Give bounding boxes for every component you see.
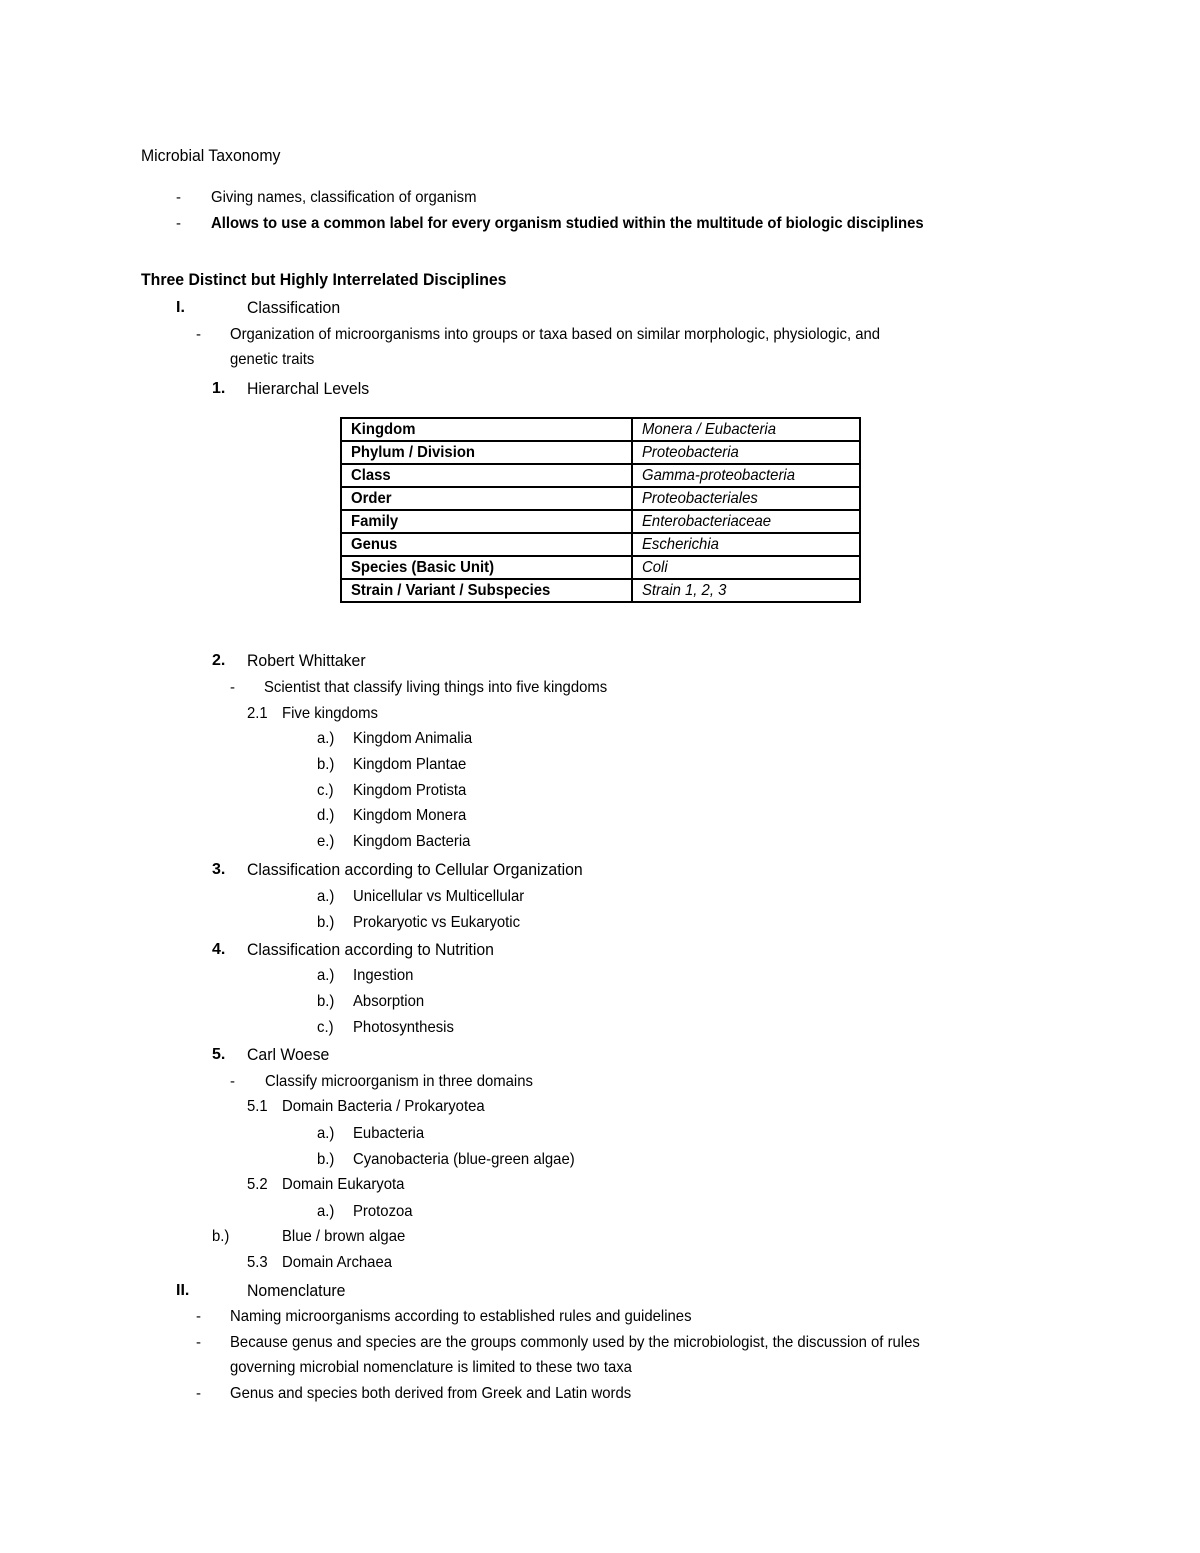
example-cell: Escherichia: [632, 533, 860, 556]
list-marker: b.): [212, 1228, 230, 1245]
table-row: [341, 510, 860, 533]
domain-archaea-title: Domain Archaea: [282, 1254, 393, 1271]
kingdom-item: Kingdom Monera: [353, 807, 467, 824]
bullet-dash: -: [230, 679, 235, 696]
rank-cell: Kingdom: [341, 418, 632, 441]
rank-cell: Genus: [341, 533, 632, 556]
nutrition-item: Absorption: [353, 993, 425, 1010]
list-marker: a.): [317, 730, 335, 747]
hierarchal-title: Hierarchal Levels: [247, 379, 370, 398]
nomenclature-title: Nomenclature: [247, 1281, 346, 1300]
bullet-dash: -: [196, 1385, 201, 1402]
example-cell: Coli: [632, 556, 860, 579]
classification-bullet-line2: genetic traits: [230, 351, 315, 368]
example-cell: Gamma-proteobacteria: [632, 464, 860, 487]
classification-bullet-line1: Organization of microorganisms into groups or taxa based on similar morphologic, physiologic, and: [230, 326, 881, 343]
bullet-dash: -: [230, 1073, 235, 1090]
nutrition-item: Ingestion: [353, 967, 414, 984]
list-marker: e.): [317, 833, 335, 850]
list-marker: a.): [317, 1125, 335, 1142]
list-marker: a.): [317, 1203, 335, 1220]
list-number: 1.: [212, 380, 226, 397]
section-heading: Three Distinct but Highly Interrelated Disciplines: [141, 270, 507, 289]
domain-bacteria-title: Domain Bacteria / Prokaryotea: [282, 1098, 485, 1115]
list-marker: c.): [317, 1019, 334, 1036]
list-number: 3.: [212, 861, 226, 878]
sub-number: 5.1: [247, 1098, 268, 1115]
cellular-title: Classification according to Cellular Organization: [247, 860, 583, 879]
document-title: Microbial Taxonomy: [141, 146, 281, 165]
example-cell: Proteobacteriales: [632, 487, 860, 510]
nutrition-title: Classification according to Nutrition: [247, 940, 494, 959]
rank-cell: Order: [341, 487, 632, 510]
example-cell: Enterobacteriaceae: [632, 510, 860, 533]
list-number: 4.: [212, 941, 226, 958]
sub-number: 5.2: [247, 1176, 268, 1193]
example-cell: Strain 1, 2, 3: [632, 579, 860, 602]
nomenclature-bullet-1: Naming microorganisms according to established rules and guidelines: [230, 1308, 692, 1325]
hierarchy-table: [340, 417, 861, 603]
rank-cell: Family: [341, 510, 632, 533]
roman-numeral: II.: [176, 1282, 190, 1299]
bullet-dash: -: [196, 1334, 201, 1351]
table-row: [341, 533, 860, 556]
list-marker: c.): [317, 782, 334, 799]
rank-cell: Phylum / Division: [341, 441, 632, 464]
domain-item: Cyanobacteria (blue-green algae): [353, 1151, 575, 1168]
five-kingdoms-title: Five kingdoms: [282, 705, 378, 722]
sub-number: 5.3: [247, 1254, 268, 1271]
example-cell: Proteobacteria: [632, 441, 860, 464]
rank-cell: Species (Basic Unit): [341, 556, 632, 579]
woese-bullet: Classify microorganism in three domains: [265, 1073, 533, 1090]
domain-item: Blue / brown algae: [282, 1228, 406, 1245]
list-marker: a.): [317, 888, 335, 905]
list-marker: b.): [317, 756, 335, 773]
kingdom-item: Kingdom Plantae: [353, 756, 467, 773]
list-number: 2.: [212, 652, 226, 669]
list-marker: b.): [317, 993, 335, 1010]
cellular-item: Prokaryotic vs Eukaryotic: [353, 914, 521, 931]
bullet-dash: -: [176, 215, 181, 232]
kingdom-item: Kingdom Protista: [353, 782, 467, 799]
bullet-dash: -: [196, 326, 201, 343]
list-marker: d.): [317, 807, 335, 824]
list-marker: b.): [317, 1151, 335, 1168]
table-row: [341, 464, 860, 487]
list-marker: a.): [317, 967, 335, 984]
nomenclature-bullet-3: Genus and species both derived from Greek and Latin words: [230, 1385, 632, 1402]
kingdom-item: Kingdom Animalia: [353, 730, 473, 747]
table-row: [341, 487, 860, 510]
intro-bullet-2: Allows to use a common label for every organism studied within the multitude of biologic disciplines: [211, 215, 924, 232]
whittaker-title: Robert Whittaker: [247, 651, 366, 670]
cellular-item: Unicellular vs Multicellular: [353, 888, 525, 905]
rank-cell: Class: [341, 464, 632, 487]
roman-numeral: I.: [176, 299, 185, 316]
domain-item: Protozoa: [353, 1203, 413, 1220]
table-row: [341, 556, 860, 579]
intro-bullet-1: Giving names, classification of organism: [211, 189, 477, 206]
nutrition-item: Photosynthesis: [353, 1019, 454, 1036]
list-number: 5.: [212, 1046, 226, 1063]
domain-eukaryota-title: Domain Eukaryota: [282, 1176, 405, 1193]
table-row: [341, 418, 860, 441]
sub-number: 2.1: [247, 705, 268, 722]
example-cell: Monera / Eubacteria: [632, 418, 860, 441]
nomenclature-bullet-2-line1: Because genus and species are the groups commonly used by the microbiologist, the discussion of rules: [230, 1334, 920, 1351]
table-row: [341, 579, 860, 602]
woese-title: Carl Woese: [247, 1045, 330, 1064]
bullet-dash: -: [196, 1308, 201, 1325]
whittaker-bullet: Scientist that classify living things into five kingdoms: [264, 679, 608, 696]
rank-cell: Strain / Variant / Subspecies: [341, 579, 632, 602]
domain-item: Eubacteria: [353, 1125, 425, 1142]
bullet-dash: -: [176, 189, 181, 206]
list-marker: b.): [317, 914, 335, 931]
table-row: [341, 441, 860, 464]
nomenclature-bullet-2-line2: governing microbial nomenclature is limited to these two taxa: [230, 1359, 632, 1376]
kingdom-item: Kingdom Bacteria: [353, 833, 471, 850]
classification-title: Classification: [247, 298, 341, 317]
